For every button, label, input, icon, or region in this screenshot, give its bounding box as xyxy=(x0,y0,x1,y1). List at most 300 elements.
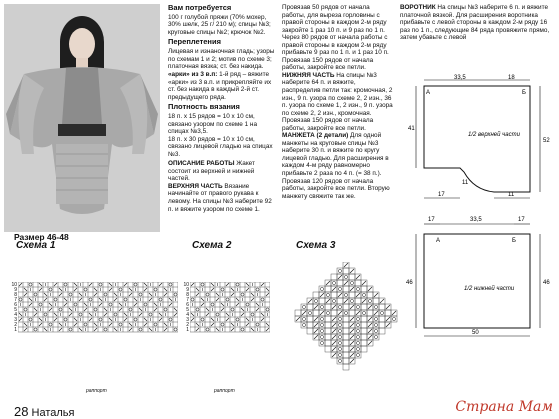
stitch-symbol xyxy=(174,328,177,331)
stitch-symbol xyxy=(29,298,32,301)
stitch-cell xyxy=(301,322,307,328)
stitch-symbol xyxy=(164,323,167,326)
stitch-symbol xyxy=(320,305,323,308)
stitch-symbol xyxy=(19,318,22,321)
stitch-cell xyxy=(319,340,325,346)
lower-part-text: На спицы №3 наберите 64 п. и вяжите, распределив петли так: кромочная, 2 изн., 9 п. узора по схеме 2, 2 изн., 36 п. узора по схеме 1, 2 изн., 9 п. узора по схеме 2, 2 изн., кромочная. Провязав 150 рядов от начала работы, закройте все петли. xyxy=(282,71,393,132)
stitch-symbol xyxy=(169,303,172,306)
stitch-symbol xyxy=(29,318,32,321)
stitch-symbol xyxy=(54,283,57,286)
stitch-symbol xyxy=(368,305,372,309)
stitch-cell xyxy=(349,298,355,304)
stitch-symbol xyxy=(84,323,87,326)
stitch-symbol xyxy=(356,317,359,320)
stitch-symbol xyxy=(350,359,354,363)
row-number: 10 xyxy=(183,282,189,288)
stitch-cell xyxy=(337,358,343,364)
stitch-cell xyxy=(391,316,397,322)
stitch-symbol xyxy=(134,283,137,286)
stitch-cell xyxy=(361,304,367,310)
stitch-cell xyxy=(367,298,373,304)
upper-dim-left: 41 xyxy=(408,126,415,132)
stitch-symbol xyxy=(49,288,52,291)
stitch-symbol xyxy=(226,318,229,321)
stitch-symbol xyxy=(368,317,372,321)
stitch-cell xyxy=(355,340,361,346)
stitch-symbol xyxy=(231,288,234,291)
stitch-symbol xyxy=(104,293,107,296)
stitch-cell xyxy=(355,280,361,286)
stitch-cell xyxy=(337,304,343,310)
stitch-symbol xyxy=(356,341,359,344)
stitch-symbol xyxy=(59,328,62,331)
lower-part-pattern-diagram xyxy=(400,210,556,342)
stitch-symbol xyxy=(129,323,132,326)
stitch-cell xyxy=(343,292,349,298)
arches-text: 1-й ряд – вяжите «арки» из 3 в.п. и прикрепляйте их ст. без накида в каждый 2-й ст. предыдущего ряда. xyxy=(168,70,272,101)
stitch-symbol xyxy=(104,328,107,331)
stitch-cell xyxy=(325,334,331,340)
stitch-symbol xyxy=(59,323,62,326)
stitch-symbol xyxy=(320,329,323,332)
scheme-3-title: Схема 3 xyxy=(296,240,336,251)
stitch-symbol xyxy=(69,328,72,331)
stitch-symbol xyxy=(196,328,199,331)
scheme-2-chart xyxy=(180,282,280,382)
stitch-symbol xyxy=(169,283,172,286)
stitch-symbol xyxy=(49,323,52,326)
stitch-cell xyxy=(343,340,349,346)
stitch-cell xyxy=(373,328,379,334)
stitch-cell xyxy=(355,334,361,340)
stitch-symbol xyxy=(216,293,219,296)
stitch-symbol xyxy=(338,311,342,315)
stitch-symbol xyxy=(332,335,336,339)
stitch-symbol xyxy=(19,283,22,286)
stitch-symbol xyxy=(374,329,377,332)
stitch-symbol xyxy=(196,308,199,311)
stitch-symbol xyxy=(236,298,239,301)
stitch-cell xyxy=(325,286,331,292)
row-number: 1 xyxy=(14,327,17,333)
stitch-symbol xyxy=(119,303,122,306)
stitch-symbol xyxy=(302,311,306,315)
stitch-symbol xyxy=(266,323,269,326)
stitch-cell xyxy=(325,340,331,346)
stitch-symbol xyxy=(356,323,359,326)
stitch-cell xyxy=(361,340,367,346)
stitch-symbol xyxy=(211,318,214,321)
stitch-symbol xyxy=(119,288,122,291)
stitch-symbol xyxy=(374,323,377,326)
stitch-cell xyxy=(337,298,343,304)
stitch-symbol xyxy=(344,275,347,278)
stitch-symbol xyxy=(226,283,229,286)
stitch-symbol xyxy=(134,303,137,306)
stitch-symbol xyxy=(119,308,122,311)
upper-dim-right: 52 xyxy=(543,138,550,144)
stitch-symbol xyxy=(174,293,177,296)
row-number: 7 xyxy=(186,297,189,303)
stitch-symbol xyxy=(39,318,42,321)
stitch-cell xyxy=(343,328,349,334)
stitch-cell xyxy=(319,304,325,310)
stitch-cell xyxy=(307,328,313,334)
stitch-cell xyxy=(379,322,385,328)
stitch-symbol xyxy=(149,298,152,301)
scheme-2-rapport: раппорт xyxy=(214,388,235,394)
stitch-symbol xyxy=(69,313,72,316)
stitch-symbol xyxy=(206,313,209,316)
stitch-cell xyxy=(343,286,349,292)
stitch-symbol xyxy=(124,283,127,286)
stitch-cell xyxy=(361,328,367,334)
stitch-symbol xyxy=(338,269,341,272)
stitch-symbol xyxy=(350,323,354,327)
row-number: 8 xyxy=(186,292,189,298)
stitch-symbol xyxy=(19,298,22,301)
stitch-cell xyxy=(325,292,331,298)
stitch-symbol xyxy=(251,313,254,316)
stitch-symbol xyxy=(356,305,359,308)
stitch-symbol xyxy=(59,288,62,291)
lower-point-a: A xyxy=(436,238,441,244)
stitch-symbol xyxy=(139,293,142,296)
lower-dim-bottom: 50 xyxy=(472,330,479,336)
stitch-symbol xyxy=(74,318,77,321)
stitch-symbol xyxy=(221,308,224,311)
stitch-symbol xyxy=(314,323,318,327)
density-heading: Плотность вязания xyxy=(168,102,240,112)
stitch-symbol xyxy=(251,328,254,331)
stitch-symbol xyxy=(174,308,177,311)
stitch-symbol xyxy=(149,293,152,296)
stitch-symbol xyxy=(94,328,97,331)
cuff-lead: МАНЖЕТА (2 детали) xyxy=(282,132,349,140)
stitch-symbol xyxy=(94,288,97,291)
stitch-symbol xyxy=(24,308,27,311)
stitch-symbol xyxy=(139,308,142,311)
stitch-symbol xyxy=(201,298,204,301)
stitch-symbol xyxy=(216,328,219,331)
stitch-symbol xyxy=(54,313,57,316)
stitch-symbol xyxy=(134,298,137,301)
stitch-symbol xyxy=(84,308,87,311)
stitch-cell xyxy=(355,316,361,322)
stitch-symbol xyxy=(109,303,112,306)
stitch-symbol xyxy=(368,323,372,327)
stitch-symbol xyxy=(34,328,37,331)
stitch-symbol xyxy=(196,293,199,296)
stitch-symbol xyxy=(64,318,67,321)
stitch-symbol xyxy=(350,353,354,357)
stitch-symbol xyxy=(144,303,147,306)
stitch-symbol xyxy=(69,293,72,296)
stitch-symbol xyxy=(350,281,353,284)
stitch-cell xyxy=(337,334,343,340)
text-column-2 xyxy=(282,4,394,200)
stitch-symbol xyxy=(332,347,336,351)
stitch-cell xyxy=(349,280,355,286)
stitch-symbol xyxy=(216,298,219,301)
stitch-symbol xyxy=(338,287,341,290)
stitch-symbol xyxy=(164,328,167,331)
stitch-symbol xyxy=(344,299,348,303)
stitch-symbol xyxy=(314,305,318,309)
stitch-cell xyxy=(379,304,385,310)
lower-part-paragraph xyxy=(282,72,394,132)
stitch-symbol xyxy=(320,287,323,290)
stitch-symbol xyxy=(154,288,157,291)
stitch-symbol xyxy=(320,323,323,326)
stitch-symbol xyxy=(251,293,254,296)
stitch-symbol xyxy=(386,317,390,321)
row-number: 8 xyxy=(14,292,17,298)
stitch-symbol xyxy=(84,288,87,291)
stitch-cell xyxy=(307,304,313,310)
upper-point-a: A xyxy=(426,90,431,96)
stitch-symbol xyxy=(392,311,396,315)
stitch-symbol xyxy=(29,303,32,306)
stitch-cell xyxy=(361,316,367,322)
stitch-symbol xyxy=(124,298,127,301)
upper-part-paragraph xyxy=(168,183,276,213)
stitch-symbol xyxy=(89,283,92,286)
stitch-symbol xyxy=(241,308,244,311)
stitch-symbol xyxy=(159,313,162,316)
stitch-symbol xyxy=(134,318,137,321)
lower-part-lead: НИЖНЯЯ ЧАСТЬ xyxy=(282,71,335,79)
stitch-symbol xyxy=(44,328,47,331)
row-number: 5 xyxy=(186,307,189,313)
upper-dim-top-right: 18 xyxy=(508,75,515,81)
stitch-symbol xyxy=(374,305,377,308)
stitch-symbol xyxy=(99,303,102,306)
stitch-symbol xyxy=(94,308,97,311)
stitch-symbol xyxy=(338,353,341,356)
stitch-symbol xyxy=(149,313,152,316)
stitch-symbol xyxy=(320,341,323,344)
stitch-symbol xyxy=(350,341,354,345)
stitch-cell xyxy=(325,322,331,328)
stitch-symbol xyxy=(344,263,348,267)
stitch-symbol xyxy=(201,303,204,306)
stitch-symbol xyxy=(231,323,234,326)
stitch-symbol xyxy=(246,303,249,306)
stitch-symbol xyxy=(338,341,341,344)
stitch-symbol xyxy=(338,305,341,308)
stitch-symbol xyxy=(24,323,27,326)
stitch-symbol xyxy=(129,293,132,296)
stitch-symbol xyxy=(129,308,132,311)
stitch-cell xyxy=(379,328,385,334)
stitch-symbol xyxy=(338,359,341,362)
stitch-symbol xyxy=(246,288,249,291)
stitch-symbol xyxy=(266,308,269,311)
stitch-symbol xyxy=(356,347,359,350)
stitch-symbol xyxy=(216,313,219,316)
stitch-cell xyxy=(361,334,367,340)
stitch-symbol xyxy=(79,293,82,296)
stitch-symbol xyxy=(119,323,122,326)
stitch-symbol xyxy=(326,299,330,303)
stitch-symbol xyxy=(338,317,341,320)
row-number: 3 xyxy=(14,317,17,323)
row-number: 4 xyxy=(14,312,17,318)
stitch-cell xyxy=(325,316,331,322)
stitch-symbol xyxy=(356,335,359,338)
stitch-cell xyxy=(349,292,355,298)
stitch-symbol xyxy=(261,318,264,321)
stitch-symbol xyxy=(191,318,194,321)
stitch-symbol xyxy=(109,318,112,321)
materials-heading: Вам потребуется xyxy=(168,3,232,12)
upper-dim-top: 33,5 xyxy=(454,75,466,81)
stitch-symbol xyxy=(320,335,323,338)
stitch-symbol xyxy=(226,313,229,316)
stitch-symbol xyxy=(231,293,234,296)
stitch-cell xyxy=(313,298,319,304)
stitch-symbol xyxy=(99,318,102,321)
stitch-symbol xyxy=(338,335,341,338)
stitch-symbol xyxy=(211,323,214,326)
stitch-cell xyxy=(361,310,367,316)
stitch-symbol xyxy=(191,283,194,286)
stitch-symbol xyxy=(159,318,162,321)
stitch-symbol xyxy=(29,283,32,286)
stitch-cell xyxy=(349,274,355,280)
stitch-symbol xyxy=(211,303,214,306)
stitch-cell xyxy=(337,280,343,286)
stitch-symbol xyxy=(191,298,194,301)
stitch-symbol xyxy=(109,283,112,286)
stitch-symbol xyxy=(332,323,336,327)
stitch-cell xyxy=(361,286,367,292)
stitch-cell xyxy=(337,268,343,274)
row-number: 6 xyxy=(14,302,17,308)
stitch-cell xyxy=(373,334,379,340)
lower-dim-top-left: 17 xyxy=(428,217,435,223)
materials-text: 100 г голубой пряжи (70% мохер, 30% шелк, 25 г/ 210 м); спицы №3; круговые спицы №2; крючок №2. xyxy=(168,13,271,36)
stitch-cell xyxy=(373,322,379,328)
stitch-cell xyxy=(343,268,349,274)
stitch-cell xyxy=(355,322,361,328)
stitch-symbol xyxy=(226,298,229,301)
stitch-symbol xyxy=(89,298,92,301)
stitch-symbol xyxy=(164,293,167,296)
stitch-symbol xyxy=(332,329,336,333)
stitch-symbol xyxy=(356,311,360,315)
stitch-symbol xyxy=(79,313,82,316)
stitch-symbol xyxy=(374,317,377,320)
stitch-symbol xyxy=(64,283,67,286)
stitch-symbol xyxy=(246,318,249,321)
stitch-symbol xyxy=(266,288,269,291)
stitch-symbol xyxy=(308,311,311,314)
stitch-symbol xyxy=(19,313,22,316)
stitch-cell xyxy=(337,328,343,334)
stitch-symbol xyxy=(368,329,372,333)
stitch-symbol xyxy=(34,293,37,296)
stitch-cell xyxy=(337,286,343,292)
stitch-cell xyxy=(325,310,331,316)
stitch-symbol xyxy=(39,283,42,286)
stitch-symbol xyxy=(206,328,209,331)
stitch-symbol xyxy=(169,318,172,321)
stitch-symbol xyxy=(344,311,347,314)
stitch-cell xyxy=(367,292,373,298)
stitch-symbol xyxy=(332,299,335,302)
stitch-symbol xyxy=(104,313,107,316)
stitch-symbol xyxy=(261,283,264,286)
stitch-cell xyxy=(379,316,385,322)
row-number: 5 xyxy=(14,307,17,313)
stitch-symbol xyxy=(338,329,341,332)
stitch-symbol xyxy=(332,281,335,284)
stitch-symbol xyxy=(24,288,27,291)
stitch-symbol xyxy=(266,293,269,296)
stitch-cell xyxy=(361,322,367,328)
stitch-symbol xyxy=(332,353,336,357)
stitch-symbol xyxy=(350,287,354,291)
stitch-symbol xyxy=(256,303,259,306)
stitch-symbol xyxy=(39,323,42,326)
stitch-symbol xyxy=(54,298,57,301)
weaves-heading: Переплетения xyxy=(168,37,221,47)
stitch-symbol xyxy=(314,299,317,302)
stitch-symbol xyxy=(74,283,77,286)
description-paragraph xyxy=(168,160,276,183)
stitch-symbol xyxy=(368,287,372,291)
stitch-symbol xyxy=(24,293,27,296)
scheme-1-chart xyxy=(8,282,180,382)
stitch-cell xyxy=(343,352,349,358)
stitch-cell xyxy=(331,280,337,286)
stitch-cell xyxy=(319,322,325,328)
upper-point-b: Б xyxy=(522,90,526,96)
stitch-symbol xyxy=(302,323,305,326)
stitch-symbol xyxy=(380,299,384,303)
stitch-symbol xyxy=(221,303,224,306)
stitch-symbol xyxy=(44,298,47,301)
model-photo xyxy=(4,4,160,232)
stitch-cell xyxy=(355,328,361,334)
stitch-symbol xyxy=(386,323,390,327)
stitch-symbol xyxy=(159,283,162,286)
stitch-symbol xyxy=(380,311,383,314)
stitch-symbol xyxy=(211,283,214,286)
stitch-cell xyxy=(331,292,337,298)
text-column-3 xyxy=(400,4,552,42)
stitch-symbol xyxy=(261,298,264,301)
stitch-symbol xyxy=(104,308,107,311)
stitch-cell xyxy=(301,304,307,310)
row-number: 7 xyxy=(14,297,17,303)
stitch-symbol xyxy=(261,313,264,316)
stitch-cell xyxy=(343,274,349,280)
page-footer xyxy=(14,404,75,419)
row-number: 10 xyxy=(11,282,17,288)
stitch-symbol xyxy=(246,283,249,286)
stitch-symbol xyxy=(114,313,117,316)
stitch-symbol xyxy=(350,269,354,273)
stitch-symbol xyxy=(139,328,142,331)
stitch-symbol xyxy=(344,281,348,285)
stitch-symbol xyxy=(84,303,87,306)
stitch-symbol xyxy=(338,275,342,279)
row-number: 6 xyxy=(186,302,189,308)
stitch-symbol xyxy=(326,281,330,285)
